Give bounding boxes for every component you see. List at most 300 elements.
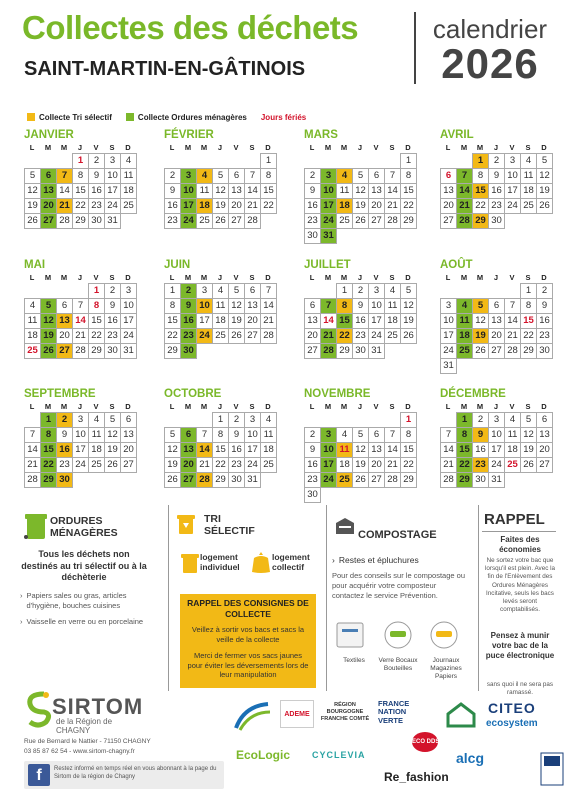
day-cell: 15	[72, 183, 89, 199]
day-cell: 8	[520, 298, 537, 314]
day-cell: 16	[88, 183, 105, 199]
day-cell: 12	[164, 442, 181, 458]
day-cell: 18	[336, 198, 353, 214]
day-cell: 27	[368, 213, 385, 229]
day-cell: 3	[180, 168, 197, 184]
day-cell: 14	[384, 183, 401, 199]
empty-cell	[304, 412, 321, 428]
yellow-bag-icon	[250, 552, 272, 574]
day-cell: 2	[180, 283, 197, 299]
day-cell: 5	[352, 168, 369, 184]
yellow-bin-icon	[180, 552, 200, 574]
weekday-label: L	[445, 143, 451, 152]
day-cell: 23	[104, 328, 121, 344]
weekday-header	[440, 401, 552, 412]
empty-cell	[440, 412, 457, 428]
day-cell: 4	[260, 412, 277, 428]
facebook-icon[interactable]: f	[28, 764, 50, 786]
day-cell: 7	[24, 427, 41, 443]
day-cell: 30	[180, 343, 197, 359]
om-item: › Vaisselle en verre ou en porcelaine	[20, 617, 144, 627]
day-cell: 18	[520, 183, 537, 199]
day-cell: 26	[40, 343, 57, 359]
weekday-label: V	[373, 143, 379, 152]
beaune-logo	[540, 752, 564, 786]
day-cell: 12	[104, 427, 121, 443]
day-cell: 26	[472, 343, 489, 359]
paper-label: Journaux Magazines Papiers	[430, 657, 462, 680]
column-divider	[478, 505, 479, 691]
tri-title-2: SÉLECTIF	[204, 525, 255, 538]
day-cell: 12	[400, 298, 417, 314]
compost-title: COMPOSTAGE	[358, 529, 437, 541]
day-cell: 19	[352, 457, 369, 473]
empty-cell	[368, 412, 385, 428]
month-8	[440, 258, 552, 373]
day-cell: 12	[228, 298, 245, 314]
month-name: MAI	[24, 259, 46, 271]
day-cell: 17	[368, 313, 385, 329]
day-cell: 25	[88, 457, 105, 473]
day-cell: 30	[488, 213, 505, 229]
day-grid	[24, 283, 136, 358]
day-cell: 27	[56, 343, 73, 359]
tri-section	[174, 505, 322, 703]
weekday-label: J	[77, 143, 83, 152]
day-cell: 13	[536, 427, 553, 443]
day-cell: 21	[244, 198, 261, 214]
om-section	[18, 505, 163, 703]
day-cell: 14	[56, 183, 73, 199]
day-cell: 20	[56, 328, 73, 344]
day-cell: 14	[244, 183, 261, 199]
day-cell: 3	[120, 283, 137, 299]
day-cell: 8	[400, 427, 417, 443]
empty-cell	[196, 412, 213, 428]
day-cell: 24	[104, 198, 121, 214]
day-cell: 17	[120, 313, 137, 329]
weekday-label: L	[29, 143, 35, 152]
day-cell: 28	[320, 343, 337, 359]
day-cell: 23	[180, 328, 197, 344]
ademe-logo: ADEME	[280, 700, 314, 728]
textile-label: Textiles	[343, 657, 365, 664]
empty-cell	[212, 153, 229, 169]
day-cell: 23	[164, 213, 181, 229]
day-cell: 24	[440, 343, 457, 359]
sirtom-contact: 03 85 87 62 54 - www.sirtom-chagny.fr	[24, 748, 135, 755]
day-cell: 7	[384, 427, 401, 443]
day-cell: 25	[120, 198, 137, 214]
day-cell: 1	[400, 412, 417, 428]
day-cell: 16	[472, 442, 489, 458]
day-cell: 15	[400, 183, 417, 199]
day-cell: 11	[336, 442, 353, 458]
day-cell: 2	[304, 427, 321, 443]
day-cell: 25	[336, 213, 353, 229]
day-cell: 6	[228, 168, 245, 184]
day-cell: 31	[320, 228, 337, 244]
day-cell: 2	[56, 412, 73, 428]
weekday-label: S	[109, 273, 115, 282]
month-name: JUILLET	[304, 259, 351, 271]
weekday-label: M	[460, 273, 468, 282]
day-cell: 18	[196, 198, 213, 214]
day-cell: 22	[72, 198, 89, 214]
day-cell: 21	[72, 328, 89, 344]
day-cell: 25	[260, 457, 277, 473]
day-cell: 20	[368, 457, 385, 473]
day-cell: 16	[536, 313, 553, 329]
month-4	[440, 128, 552, 228]
empty-cell	[180, 412, 197, 428]
triangle-bullet-icon: ›	[20, 617, 23, 627]
day-cell: 19	[472, 328, 489, 344]
weekday-label: S	[109, 402, 115, 411]
day-cell: 5	[24, 168, 41, 184]
empty-cell	[488, 283, 505, 299]
day-cell: 20	[228, 198, 245, 214]
day-cell: 9	[88, 168, 105, 184]
day-cell: 26	[352, 472, 369, 488]
rappel-p2: Pensez à munir votre bac de la puce électronique	[485, 631, 555, 660]
empty-cell	[456, 153, 473, 169]
weekday-label: J	[493, 402, 499, 411]
empty-cell	[304, 153, 321, 169]
day-cell: 10	[488, 427, 505, 443]
day-cell: 23	[56, 457, 73, 473]
day-cell: 21	[504, 328, 521, 344]
calendar-word: calendrier	[432, 14, 548, 44]
day-cell: 15	[212, 442, 229, 458]
day-cell: 8	[212, 427, 229, 443]
weekday-label: D	[125, 273, 131, 282]
weekday-label: D	[265, 143, 271, 152]
day-cell: 12	[536, 168, 553, 184]
day-cell: 29	[400, 213, 417, 229]
day-cell: 13	[368, 183, 385, 199]
consignes-title: RAPPEL DES CONSIGNES DE COLLECTE	[187, 598, 309, 619]
month-name: AVRIL	[440, 129, 474, 141]
day-cell: 22	[336, 328, 353, 344]
day-cell: 3	[440, 298, 457, 314]
weekday-label: M	[324, 273, 332, 282]
legend	[27, 111, 306, 123]
day-cell: 30	[228, 472, 245, 488]
day-cell: 8	[472, 168, 489, 184]
day-cell: 31	[368, 343, 385, 359]
day-cell: 15	[456, 442, 473, 458]
weekday-label: S	[249, 402, 255, 411]
day-cell: 17	[244, 442, 261, 458]
day-cell: 11	[384, 298, 401, 314]
day-cell: 11	[504, 427, 521, 443]
weekday-label: D	[541, 143, 547, 152]
day-cell: 21	[56, 198, 73, 214]
empty-cell	[304, 283, 321, 299]
day-cell: 5	[472, 298, 489, 314]
day-cell: 28	[72, 343, 89, 359]
day-cell: 13	[56, 313, 73, 329]
day-cell: 23	[304, 213, 321, 229]
day-cell: 6	[304, 298, 321, 314]
facebook-banner[interactable]	[24, 761, 224, 789]
weekday-label: S	[249, 273, 255, 282]
day-cell: 12	[520, 427, 537, 443]
day-cell: 9	[304, 183, 321, 199]
day-cell: 26	[212, 213, 229, 229]
day-cell: 19	[212, 198, 229, 214]
weekday-label: D	[405, 402, 411, 411]
weekday-label: S	[525, 402, 531, 411]
day-cell: 30	[304, 487, 321, 503]
day-cell: 7	[440, 427, 457, 443]
day-cell: 8	[456, 427, 473, 443]
day-cell: 23	[352, 328, 369, 344]
weekday-label: M	[200, 402, 208, 411]
day-cell: 24	[320, 472, 337, 488]
day-cell: 31	[440, 358, 457, 374]
day-cell: 1	[212, 412, 229, 428]
refashion-logo: Re_fashion	[384, 770, 449, 784]
empty-cell	[320, 283, 337, 299]
day-cell: 17	[320, 457, 337, 473]
day-cell: 22	[520, 328, 537, 344]
day-cell: 6	[56, 298, 73, 314]
sirtom-name: SIRTOM	[52, 694, 144, 719]
day-cell: 25	[520, 198, 537, 214]
day-cell: 8	[400, 168, 417, 184]
weekday-label: M	[44, 143, 52, 152]
day-cell: 19	[40, 328, 57, 344]
day-cell: 30	[88, 213, 105, 229]
day-cell: 16	[164, 198, 181, 214]
day-cell: 2	[488, 153, 505, 169]
weekday-label: L	[309, 273, 315, 282]
month-name: AOÛT	[440, 259, 473, 271]
day-cell: 25	[196, 213, 213, 229]
day-cell: 10	[368, 298, 385, 314]
day-grid	[440, 283, 552, 373]
weekday-label: D	[265, 273, 271, 282]
weekday-label: L	[445, 402, 451, 411]
day-cell: 28	[196, 472, 213, 488]
month-11	[304, 387, 416, 502]
day-cell: 5	[164, 427, 181, 443]
weekday-label: S	[389, 273, 395, 282]
day-cell: 19	[536, 183, 553, 199]
day-cell: 23	[88, 198, 105, 214]
month-6	[164, 258, 276, 358]
weekday-label: L	[29, 273, 35, 282]
rappel-p2-small: sans quoi il ne sera pas ramassé.	[486, 681, 554, 697]
day-cell: 28	[24, 472, 41, 488]
day-grid	[304, 412, 416, 502]
day-cell: 30	[472, 472, 489, 488]
day-cell: 16	[228, 442, 245, 458]
day-cell: 23	[472, 457, 489, 473]
weekday-header	[24, 142, 136, 153]
day-cell: 21	[196, 457, 213, 473]
weekday-label: M	[340, 273, 348, 282]
day-cell: 3	[196, 283, 213, 299]
day-cell: 7	[320, 298, 337, 314]
day-cell: 21	[320, 328, 337, 344]
day-cell: 19	[164, 457, 181, 473]
day-cell: 31	[244, 472, 261, 488]
weekday-label: M	[324, 143, 332, 152]
day-cell: 5	[400, 283, 417, 299]
empty-cell	[320, 153, 337, 169]
month-10	[164, 387, 276, 487]
weekday-label: M	[200, 143, 208, 152]
weekday-header	[164, 272, 276, 283]
day-cell: 10	[104, 168, 121, 184]
empty-cell	[472, 283, 489, 299]
day-cell: 4	[384, 283, 401, 299]
day-cell: 1	[336, 283, 353, 299]
day-cell: 26	[164, 472, 181, 488]
day-cell: 29	[336, 343, 353, 359]
day-cell: 2	[164, 168, 181, 184]
day-cell: 3	[488, 412, 505, 428]
sirtom-snake-logo	[24, 690, 54, 728]
day-cell: 28	[384, 472, 401, 488]
day-cell: 31	[120, 343, 137, 359]
weekday-label: V	[233, 273, 239, 282]
day-cell: 23	[536, 328, 553, 344]
day-cell: 20	[244, 313, 261, 329]
day-cell: 1	[164, 283, 181, 299]
day-cell: 4	[24, 298, 41, 314]
day-cell: 20	[304, 328, 321, 344]
day-cell: 21	[384, 457, 401, 473]
day-cell: 12	[352, 183, 369, 199]
legend-om	[126, 113, 247, 122]
day-cell: 16	[352, 313, 369, 329]
rappel-p1-small: Ne sortez votre bac que lorsqu'il est plein. Avec la fin de l'Enlèvement des Ordures Ménagères Incitative, seuls les bacs levés seront comptabilisés.	[484, 557, 556, 614]
empty-cell	[164, 412, 181, 428]
day-cell: 15	[260, 183, 277, 199]
weekday-label: M	[184, 273, 192, 282]
day-cell: 17	[504, 183, 521, 199]
weekday-label: J	[357, 143, 363, 152]
om-title-1: ORDURES	[50, 515, 103, 527]
weekday-header	[24, 272, 136, 283]
empty-cell	[440, 283, 457, 299]
day-cell: 28	[260, 328, 277, 344]
day-cell: 8	[260, 168, 277, 184]
day-cell: 3	[320, 168, 337, 184]
consignes-text-1: Veillez à sortir vos bacs et sacs la veille de la collecte	[191, 625, 305, 644]
day-grid	[164, 412, 276, 487]
paper-container-icon	[430, 619, 458, 649]
weekday-label: V	[373, 273, 379, 282]
day-cell: 1	[456, 412, 473, 428]
weekday-label: M	[340, 402, 348, 411]
weekday-header	[304, 142, 416, 153]
weekday-label: J	[217, 143, 223, 152]
day-cell: 17	[72, 442, 89, 458]
day-cell: 27	[120, 457, 137, 473]
empty-cell	[336, 412, 353, 428]
day-cell: 29	[520, 343, 537, 359]
day-cell: 7	[260, 283, 277, 299]
day-cell: 25	[504, 457, 521, 473]
day-cell: 29	[400, 472, 417, 488]
day-cell: 27	[180, 472, 197, 488]
day-cell: 30	[536, 343, 553, 359]
day-cell: 21	[456, 198, 473, 214]
month-name: SEPTEMBRE	[24, 388, 96, 400]
day-cell: 21	[24, 457, 41, 473]
day-cell: 15	[88, 313, 105, 329]
weekday-label: D	[405, 143, 411, 152]
weekday-label: M	[476, 273, 484, 282]
day-cell: 11	[24, 313, 41, 329]
day-cell: 30	[56, 472, 73, 488]
day-grid	[304, 153, 416, 243]
weekday-label: M	[60, 273, 68, 282]
day-cell: 17	[180, 198, 197, 214]
month-2	[164, 128, 276, 228]
day-cell: 19	[352, 198, 369, 214]
weekday-label: S	[389, 143, 395, 152]
weekday-label: M	[184, 402, 192, 411]
info-section	[0, 505, 575, 703]
day-cell: 11	[88, 427, 105, 443]
day-cell: 26	[352, 213, 369, 229]
weekday-label: M	[340, 143, 348, 152]
day-cell: 3	[504, 153, 521, 169]
day-cell: 29	[40, 472, 57, 488]
empty-cell	[196, 153, 213, 169]
weekday-header	[304, 272, 416, 283]
day-cell: 12	[40, 313, 57, 329]
consignes-text-2: Merci de fermer vos sacs jaunes pour éviter les déversements lors de leur manipulation	[187, 650, 309, 680]
day-cell: 5	[104, 412, 121, 428]
weekday-label: J	[493, 143, 499, 152]
day-cell: 20	[488, 328, 505, 344]
composter-icon	[334, 517, 356, 535]
day-cell: 19	[520, 442, 537, 458]
day-cell: 11	[520, 168, 537, 184]
day-cell: 9	[536, 298, 553, 314]
weekday-header	[440, 142, 552, 153]
day-cell: 25	[336, 472, 353, 488]
day-cell: 14	[504, 313, 521, 329]
day-cell: 10	[180, 183, 197, 199]
day-cell: 10	[504, 168, 521, 184]
day-cell: 31	[104, 213, 121, 229]
day-cell: 27	[440, 213, 457, 229]
day-cell: 13	[304, 313, 321, 329]
day-cell: 28	[56, 213, 73, 229]
day-cell: 15	[472, 183, 489, 199]
day-cell: 29	[472, 213, 489, 229]
weekday-label: M	[476, 402, 484, 411]
day-grid	[24, 412, 136, 487]
bin-collectif-label: logement collectif	[272, 552, 310, 573]
day-cell: 21	[440, 457, 457, 473]
weekday-label: L	[29, 402, 35, 411]
day-cell: 11	[196, 183, 213, 199]
day-cell: 5	[212, 168, 229, 184]
legend-tri-label: Collecte Tri sélectif	[39, 112, 112, 122]
day-cell: 23	[488, 198, 505, 214]
day-cell: 13	[488, 313, 505, 329]
day-cell: 3	[72, 412, 89, 428]
